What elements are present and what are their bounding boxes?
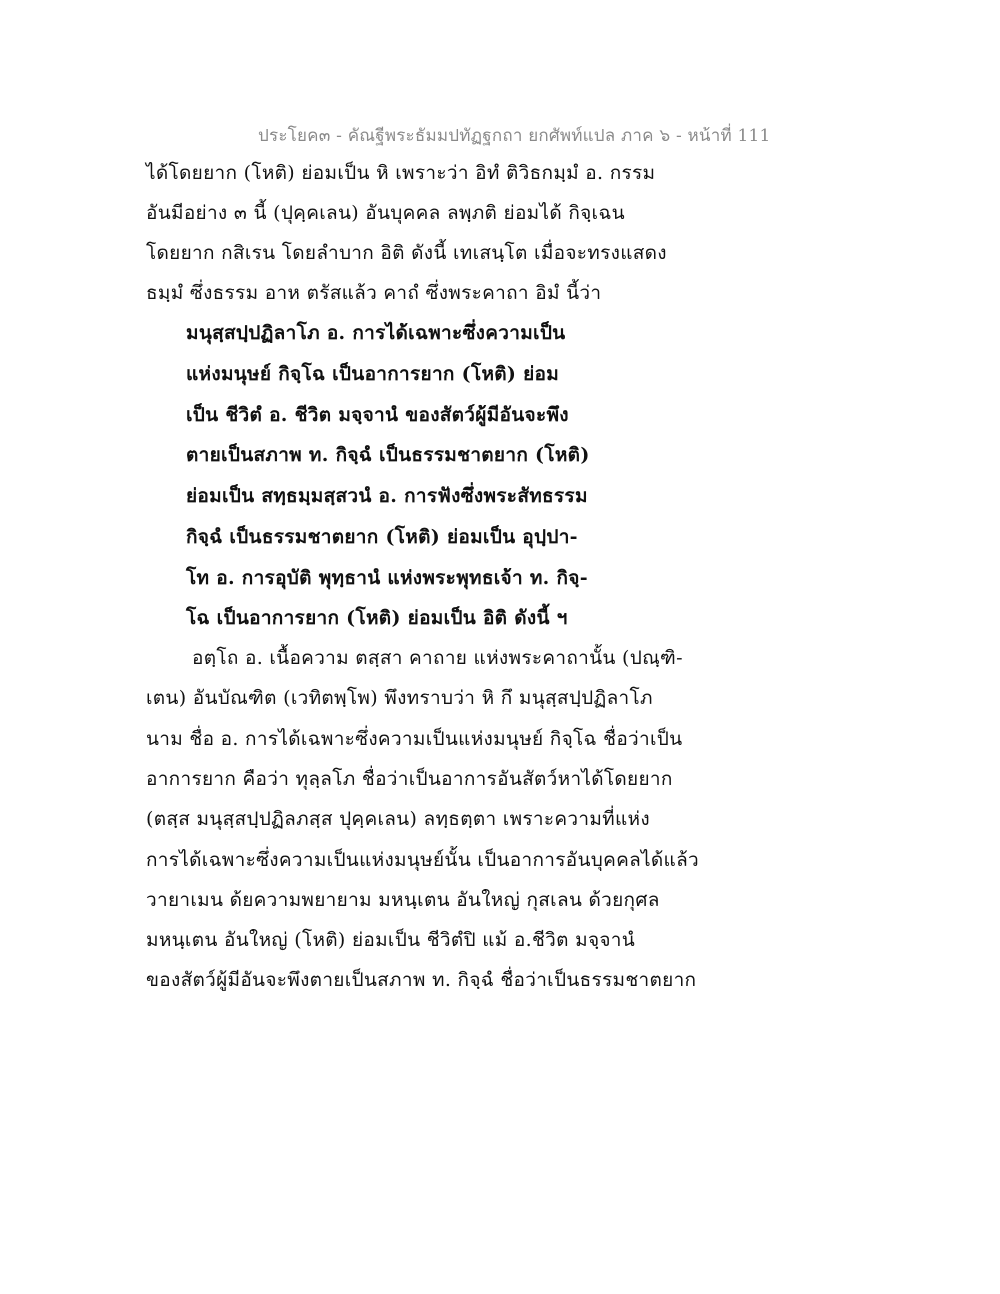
intro-line: โดยยาก กสิเรน โดยลำบาก อิติ ดังนี้ เทเสนฺโต เมื่อจะทรงแสดง xyxy=(146,242,667,264)
explanation-line: มหนฺเตน อันใหญ่ (โหติ) ย่อมเป็น ชีวิตํปิ แม้ อ.ชีวิต มจฺจานํ xyxy=(146,929,636,951)
explanation-line: วายาเมน ด้ยความพยายาม มหนฺเตน อันใหญ่ กุสเลน ด้วยกุศล xyxy=(146,889,660,911)
verse-line: มนุสฺสปฺปฏิลาโภ อ. การได้เฉพาะซึ่งความเป็น xyxy=(186,322,566,344)
explanation-line: (ตสฺส มนุสฺสปฺปฏิลภสฺส ปุคฺคเลน) ลทฺธตฺตา เพราะความที่แห่ง xyxy=(146,808,650,830)
explanation-line: ของสัตว์ผู้มีอันจะพึงตายเป็นสภาพ ท. กิจฺฉํ ชื่อว่าเป็นธรรมชาตยาก xyxy=(146,969,697,991)
verse-line: โฉ เป็นอาการยาก (โหติ) ย่อมเป็น อิติ ดังนี้ ฯ xyxy=(186,607,568,629)
intro-line: อันมีอย่าง ๓ นี้ (ปุคฺคเลน) อันบุคคล ลพฺภติ ย่อมได้ กิจฺเฉน xyxy=(146,202,625,224)
explanation-line: อาการยาก คือว่า ทุลฺลโภ ชื่อว่าเป็นอาการอันสัตว์หาได้โดยยาก xyxy=(146,768,673,790)
intro-line: ได้โดยยาก (โหติ) ย่อมเป็น หิ เพราะว่า อิทํ ติวิธกมฺมํ อ. กรรม xyxy=(146,162,656,184)
verse-line: เป็น ชีวิตํ อ. ชีวิต มจฺจานํ ของสัตว์ผู้มีอันจะพึง xyxy=(186,404,569,426)
explanation-first-line: อตฺโถ อ. เนื้อความ ตสฺสา คาถาย แห่งพระคาถานั้น (ปณฺฑิ- xyxy=(192,647,683,669)
verse-line: โท อ. การอุบัติ พุทฺธานํ แห่งพระพุทธเจ้า ท. กิจฺ- xyxy=(186,567,588,589)
explanation-line: เตน) อันบัณฑิต (เวทิตพฺโพ) พึงทราบว่า หิ กึ มนุสฺสปฺปฏิลาโภ xyxy=(146,687,653,709)
verse-line: แห่งมนุษย์ กิจฺโฉ เป็นอาการยาก (โหติ) ย่อม xyxy=(186,363,560,385)
explanation-line: นาม ชื่อ อ. การได้เฉพาะซึ่งความเป็นแห่งมนุษย์ กิจฺโฉ ชื่อว่าเป็น xyxy=(146,728,683,750)
verse-line: ย่อมเป็น สทฺธมฺมสฺสวนํ อ. การฟังซึ่งพระสัทธรรม xyxy=(186,485,588,507)
verse-line: ตายเป็นสภาพ ท. กิจฺฉํ เป็นธรรมชาตยาก (โหติ) xyxy=(186,444,590,466)
explanation-line: การได้เฉพาะซึ่งความเป็นแห่งมนุษย์นั้น เป็นอาการอันบุคคลได้แล้ว xyxy=(146,849,700,871)
intro-line: ธมฺมํ ซึ่งธรรม อาห ตรัสแล้ว คาถํ ซึ่งพระคาถา อิมํ นี้ว่า xyxy=(146,282,602,304)
page-header: ประโยค๓ - คัณฐีพระธัมมปทัฏฐกถา ยกศัพท์แปล ภาค ๖ - หน้าที่ 111 xyxy=(258,126,771,146)
verse-line: กิจฺฉํ เป็นธรรมชาตยาก (โหติ) ย่อมเป็น อุปฺปา- xyxy=(186,526,578,548)
